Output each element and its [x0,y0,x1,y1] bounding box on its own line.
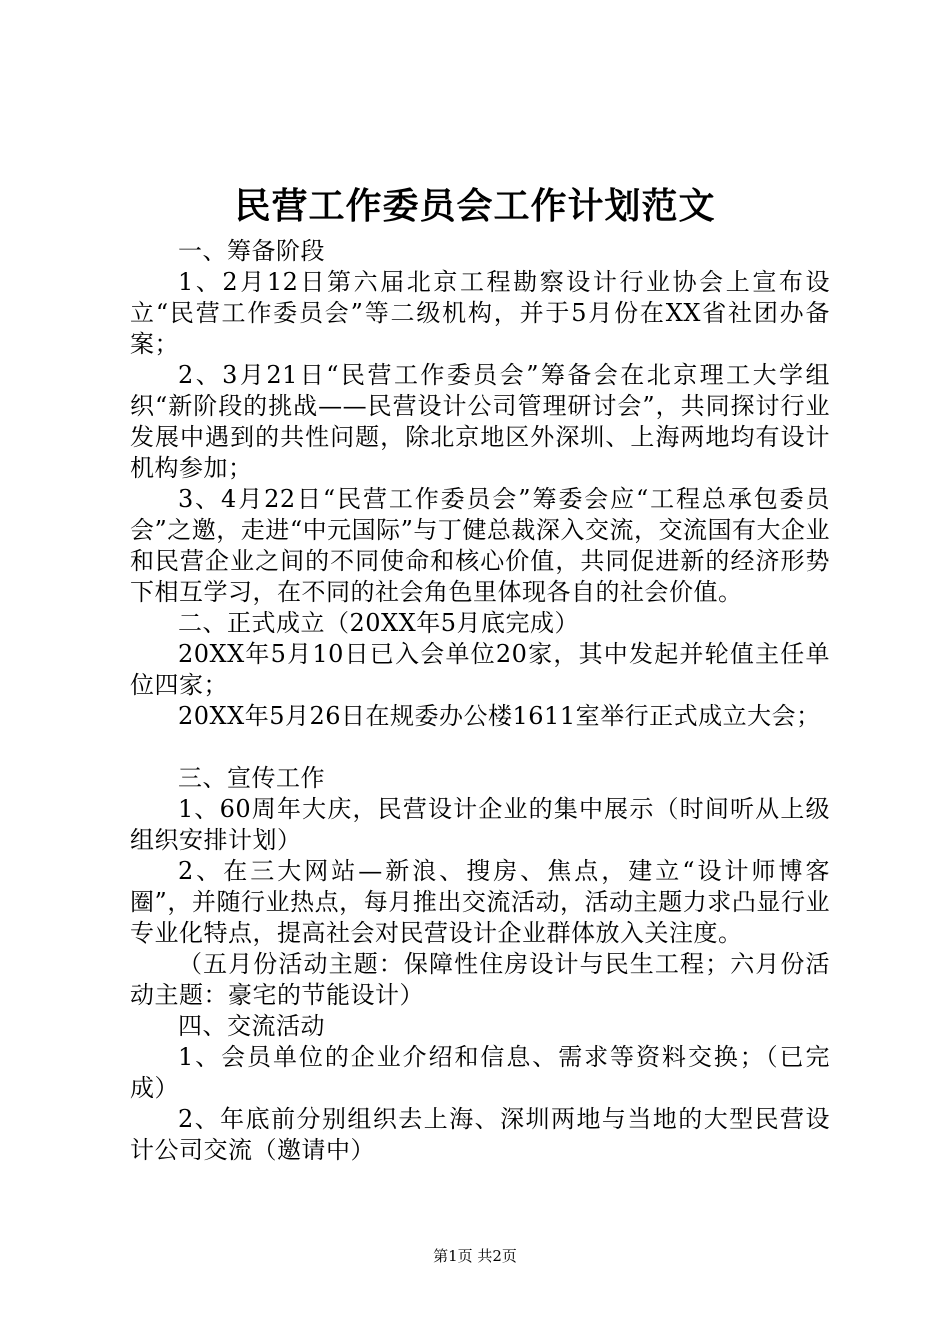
document-body [130,236,830,1166]
paragraph-item: 2、在三大网站—新浪、搜房、焦点，建立“设计师博客圈”，并随行业热点，每月推出交流活动，活动主题力求凸显行业专业化特点，提高社会对民营设计企业群体放入关注度。 [130,857,830,947]
paragraph-item: 2、3月21日“民营工作委员会”筹备会在北京理工大学组织“新阶段的挑战——民营设计公司管理研讨会”，共同探讨行业发展中遇到的共性问题，除北京地区外深圳、上海两地均有设计机构参加； [130,361,830,482]
paragraph-item: 2、年底前分别组织去上海、深圳两地与当地的大型民营设计公司交流（邀请中） [130,1105,830,1164]
paragraph-item: 1、2月12日第六届北京工程勘察设计行业协会上宣布设立“民营工作委员会”等二级机构，并于5月份在XX省社团办备案； [130,268,830,358]
paragraph-item: 1、会员单位的企业介绍和信息、需求等资料交换；（已完成） [130,1043,830,1102]
section-heading-preparation: 一、筹备阶段 [178,237,325,265]
paragraph-item: 1、60周年大庆，民营设计企业的集中展示（时间听从上级组织安排计划） [130,795,830,854]
document-title: 民营工作委员会工作计划范文 [234,185,716,227]
section-heading-establishment: 二、正式成立（20XX年5月底完成） [178,609,579,637]
section-heading-exchange: 四、交流活动 [178,1012,325,1040]
section-heading-publicity: 三、宣传工作 [178,764,325,792]
page-footer: 第1页 共2页 [433,1247,517,1265]
paragraph-item: 20XX年5月10日已入会单位20家，其中发起并轮值主任单位四家； [130,640,830,699]
blank-line [130,732,830,763]
paragraph-item: 3、4月22日“民营工作委员会”筹委会应“工程总承包委员会”之邀，走进“中元国际”与丁健总裁深入交流，交流国有大企业和民营企业之间的不同使命和核心价值，共同促进新的经济形势下相互学习，在不同的社会角色里体现各自的社会价值。 [130,485,830,606]
paragraph-item: （五月份活动主题：保障性住房设计与民生工程；六月份活动主题：豪宅的节能设计） [130,950,830,1009]
paragraph-item: 20XX年5月26日在规委办公楼1611室举行正式成立大会； [178,702,821,730]
